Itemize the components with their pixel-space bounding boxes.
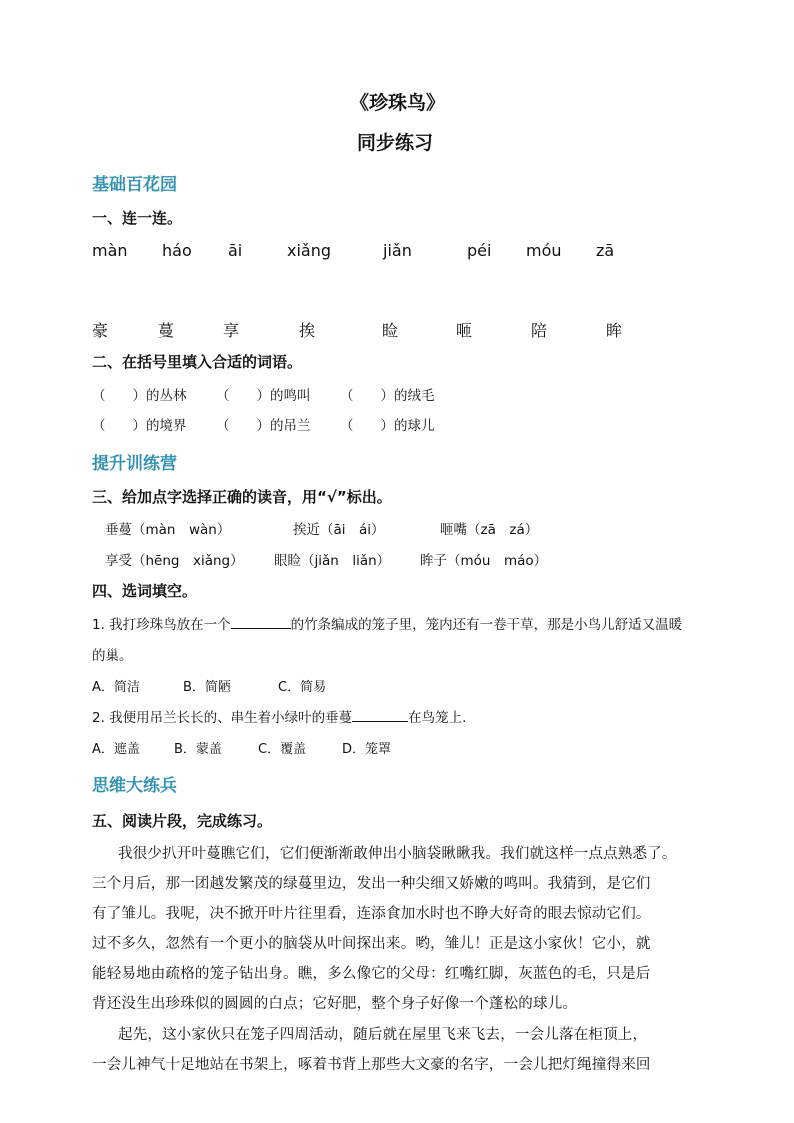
passage-line: 三个月后，那一团越发繁茂的绿蔓里边，发出一种尖细又娇嫩的鸣叫。我猜到，是它们 <box>92 876 651 892</box>
hanzi-item: 眸 <box>606 321 623 340</box>
question-4-item-1 <box>92 613 682 633</box>
item-text: 1. 我打珍珠鸟放在一个 <box>92 617 231 633</box>
question-4-heading: 四、选词填空。 <box>92 582 198 600</box>
hanzi-item: 睑 <box>382 321 399 340</box>
pinyin-item: háo <box>162 241 192 260</box>
answer-blank <box>352 709 408 722</box>
hanzi-item: 享 <box>223 321 240 340</box>
fill-blank-item: （ ）的境界 <box>92 418 187 434</box>
question-5-heading: 五、阅读片段，完成练习。 <box>92 812 273 830</box>
pinyin-item: péi <box>467 241 492 260</box>
question-2-heading: 二、在括号里填入合适的词语。 <box>92 353 303 371</box>
question-1-heading: 一、连一连。 <box>92 209 183 227</box>
section-heading-basic: 基础百花园 <box>92 175 177 195</box>
pinyin-item: āi <box>228 241 243 260</box>
option: A．遮盖 <box>92 742 140 757</box>
pinyin-item: xiǎng <box>287 241 332 260</box>
passage-line: 我很少扒开叶蔓瞧它们，它们便渐渐敢伸出小脑袋瞅瞅我。我们就这样一点点熟悉了。 <box>118 846 677 862</box>
option: C．覆盖 <box>258 742 307 757</box>
fill-blank-item: （ ）的吊兰 <box>216 418 311 434</box>
pinyin-item: màn <box>92 241 128 260</box>
option: A．简洁 <box>92 680 140 695</box>
pinyin-item: móu <box>526 241 562 260</box>
reading-choice-item: 享受（hēng xiǎng） <box>105 553 244 569</box>
reading-choice-item: 咂嘴（zā zá） <box>440 522 539 538</box>
item-text: 的竹条编成的笼子里，笼内还有一卷干草，那是小鸟儿舒适又温暖 <box>290 617 683 633</box>
item-text: 2. 我便用吊兰长长的、串生着小绿叶的垂蔓 <box>92 710 353 726</box>
pinyin-item: zā <box>596 241 615 260</box>
answer-blank <box>231 616 291 629</box>
option: B．蒙盖 <box>174 742 222 757</box>
question-4-item-2 <box>92 706 466 726</box>
passage-line: 背还没生出珍珠似的圆圆的白点；它好肥，整个身子好像一个蓬松的球儿。 <box>92 996 578 1012</box>
fill-blank-item: （ ）的丛林 <box>92 388 187 404</box>
section-heading-thinking: 思维大练兵 <box>92 776 177 796</box>
option: C．简易 <box>278 680 327 695</box>
passage-line: 有了雏儿。我呢，决不掀开叶片往里看，连添食加水时也不睁大好奇的眼去惊动它们。 <box>92 906 651 922</box>
fill-blank-item: （ ）的鸣叫 <box>216 388 311 404</box>
pinyin-item: jiǎn <box>383 241 412 260</box>
reading-choice-item: 挨近（āi ái） <box>293 522 385 538</box>
reading-choice-item: 眼睑（jiǎn liǎn） <box>274 553 391 569</box>
reading-choice-item: 眸子（móu máo） <box>420 553 548 569</box>
passage-line: 能轻易地由疏格的笼子钻出身。瞧，多么像它的父母：红嘴红脚，灰蓝色的毛，只是后 <box>92 966 651 982</box>
hanzi-item: 蔓 <box>158 321 175 340</box>
item-text: 在鸟笼上. <box>408 710 467 726</box>
hanzi-item: 陪 <box>531 321 548 340</box>
section-heading-advanced: 提升训练营 <box>92 454 177 474</box>
fill-blank-item: （ ）的绒毛 <box>340 388 435 404</box>
page-title: 《珍珠鸟》 <box>350 92 446 114</box>
passage-line: 过不多久，忽然有一个更小的脑袋从叶间探出来。哟，雏儿！正是这小家伙！它小，就 <box>92 936 651 952</box>
question-4-item-1-cont: 的巢。 <box>92 648 133 664</box>
page-subtitle: 同步练习 <box>357 132 434 154</box>
hanzi-item: 豪 <box>92 321 109 340</box>
reading-choice-item: 垂蔓（màn wàn） <box>105 522 231 538</box>
fill-blank-item: （ ）的球儿 <box>340 418 435 434</box>
passage-line: 一会儿神气十足地站在书架上，啄着书背上那些大文豪的名字，一会儿把灯绳撞得来回 <box>92 1057 651 1073</box>
option: D．笼罩 <box>342 742 392 757</box>
question-3-heading: 三、给加点字选择正确的读音，用“√”标出。 <box>92 488 392 506</box>
hanzi-item: 挨 <box>299 321 316 340</box>
hanzi-item: 咂 <box>456 321 473 340</box>
passage-line: 起先，这小家伙只在笼子四周活动，随后就在屋里飞来飞去，一会儿落在柜顶上， <box>118 1027 648 1043</box>
option: B．简陋 <box>183 680 231 695</box>
